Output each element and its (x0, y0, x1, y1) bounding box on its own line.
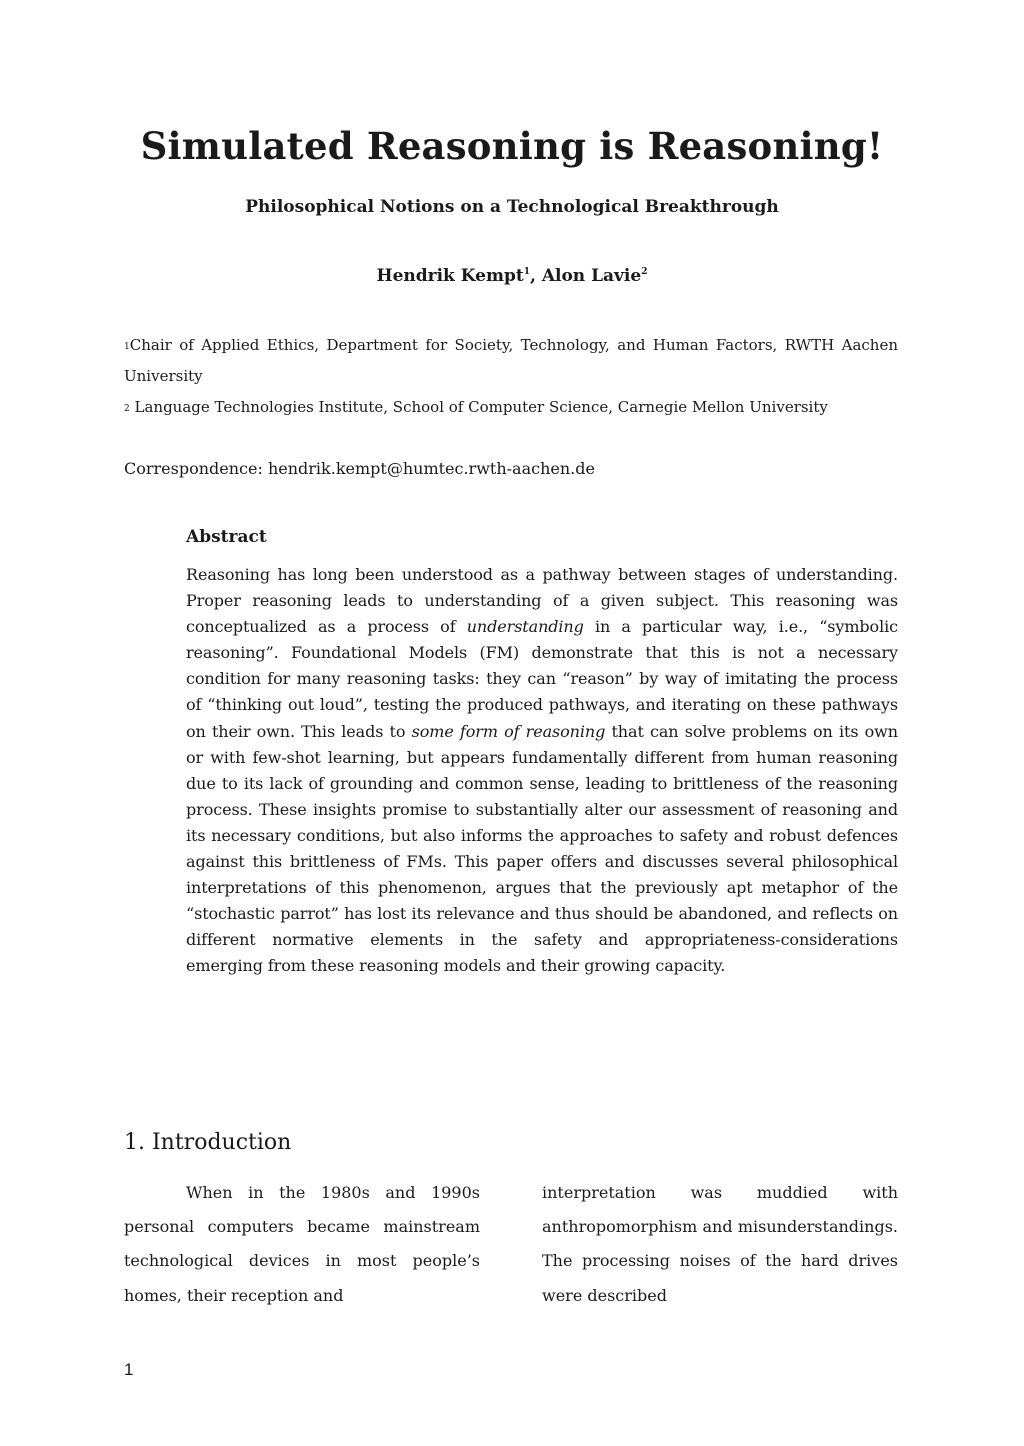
introduction-heading: 1. Introduction (124, 1130, 292, 1155)
affiliation-2 (124, 392, 898, 423)
abstract-body (186, 562, 898, 980)
affiliation-text: Language Technologies Institute, School of Computer Science, Carnegie Mellon University (129, 398, 828, 416)
affiliation-1 (124, 330, 898, 392)
abstract-text: Reasoning has long been understood as a pathway between stages of understanding. Proper reasoning leads to understanding of a given subject. This reasoning was conceptualized as a process of (186, 565, 898, 637)
abstract-emphasis: understanding (466, 617, 584, 637)
page-number: 1 (124, 1360, 134, 1379)
author-separator: , (529, 266, 542, 286)
author-list (0, 266, 1024, 286)
abstract-emphasis: some form of reasoning (411, 721, 606, 741)
author-name: Hendrik Kempt (376, 266, 524, 286)
affiliation-mark: 1 (523, 267, 530, 277)
abstract-text: in a particular way, i.e., “symbolic reasoning”. Foundational Models (FM) demonstrate that this is not a necessary condition for many reasoning tasks: they can “reason” by way of imitating the process of “thinking out loud”, testing the produced pathways, and iterating on these pathways on their own. This leads to (186, 617, 898, 741)
abstract-heading: Abstract (186, 527, 267, 547)
affiliation-mark: 2 (641, 267, 648, 277)
correspondence-line: Correspondence: hendrik.kempt@humtec.rwth-aachen.de (124, 459, 595, 478)
affiliation-mark: 1 (124, 342, 130, 352)
affiliation-mark: 2 (124, 404, 130, 414)
paper-subtitle: Philosophical Notions on a Technological Breakthrough (245, 197, 779, 217)
paper-title: Simulated Reasoning is Reasoning! (140, 124, 884, 168)
author-name: Alon Lavie (541, 266, 642, 286)
abstract-text: that can solve problems on its own or with few-shot learning, but appears fundamentally different from human reasoning due to its lack of grounding and common sense, leading to brittleness of the reasoning process. These insights promise to substantially alter our assessment of reasoning and its necessary conditions, but also informs the approaches to safety and robust defences against this brittleness of FMs. This paper offers and discusses several philosophical interpretations of this phenomenon, argues that the previously apt metaphor of the “stochastic parrot” has lost its relevance and thus should be abandoned, and reflects on different normative elements in the safety and appropriateness-considerations emerging from these reasoning models and their growing capacity. (186, 721, 898, 976)
introduction-right-column: interpretation was muddied with anthropomorphism and misunderstandings. The processing noises of the hard drives were described (542, 1183, 898, 1305)
introduction-left-column: When in the 1980s and 1990s personal computers became mainstream technological devices in most people’s homes, their reception and (124, 1183, 480, 1305)
affiliation-text: Chair of Applied Ethics, Department for Society, Technology, and Human Factors, RWTH Aachen University (124, 336, 898, 385)
